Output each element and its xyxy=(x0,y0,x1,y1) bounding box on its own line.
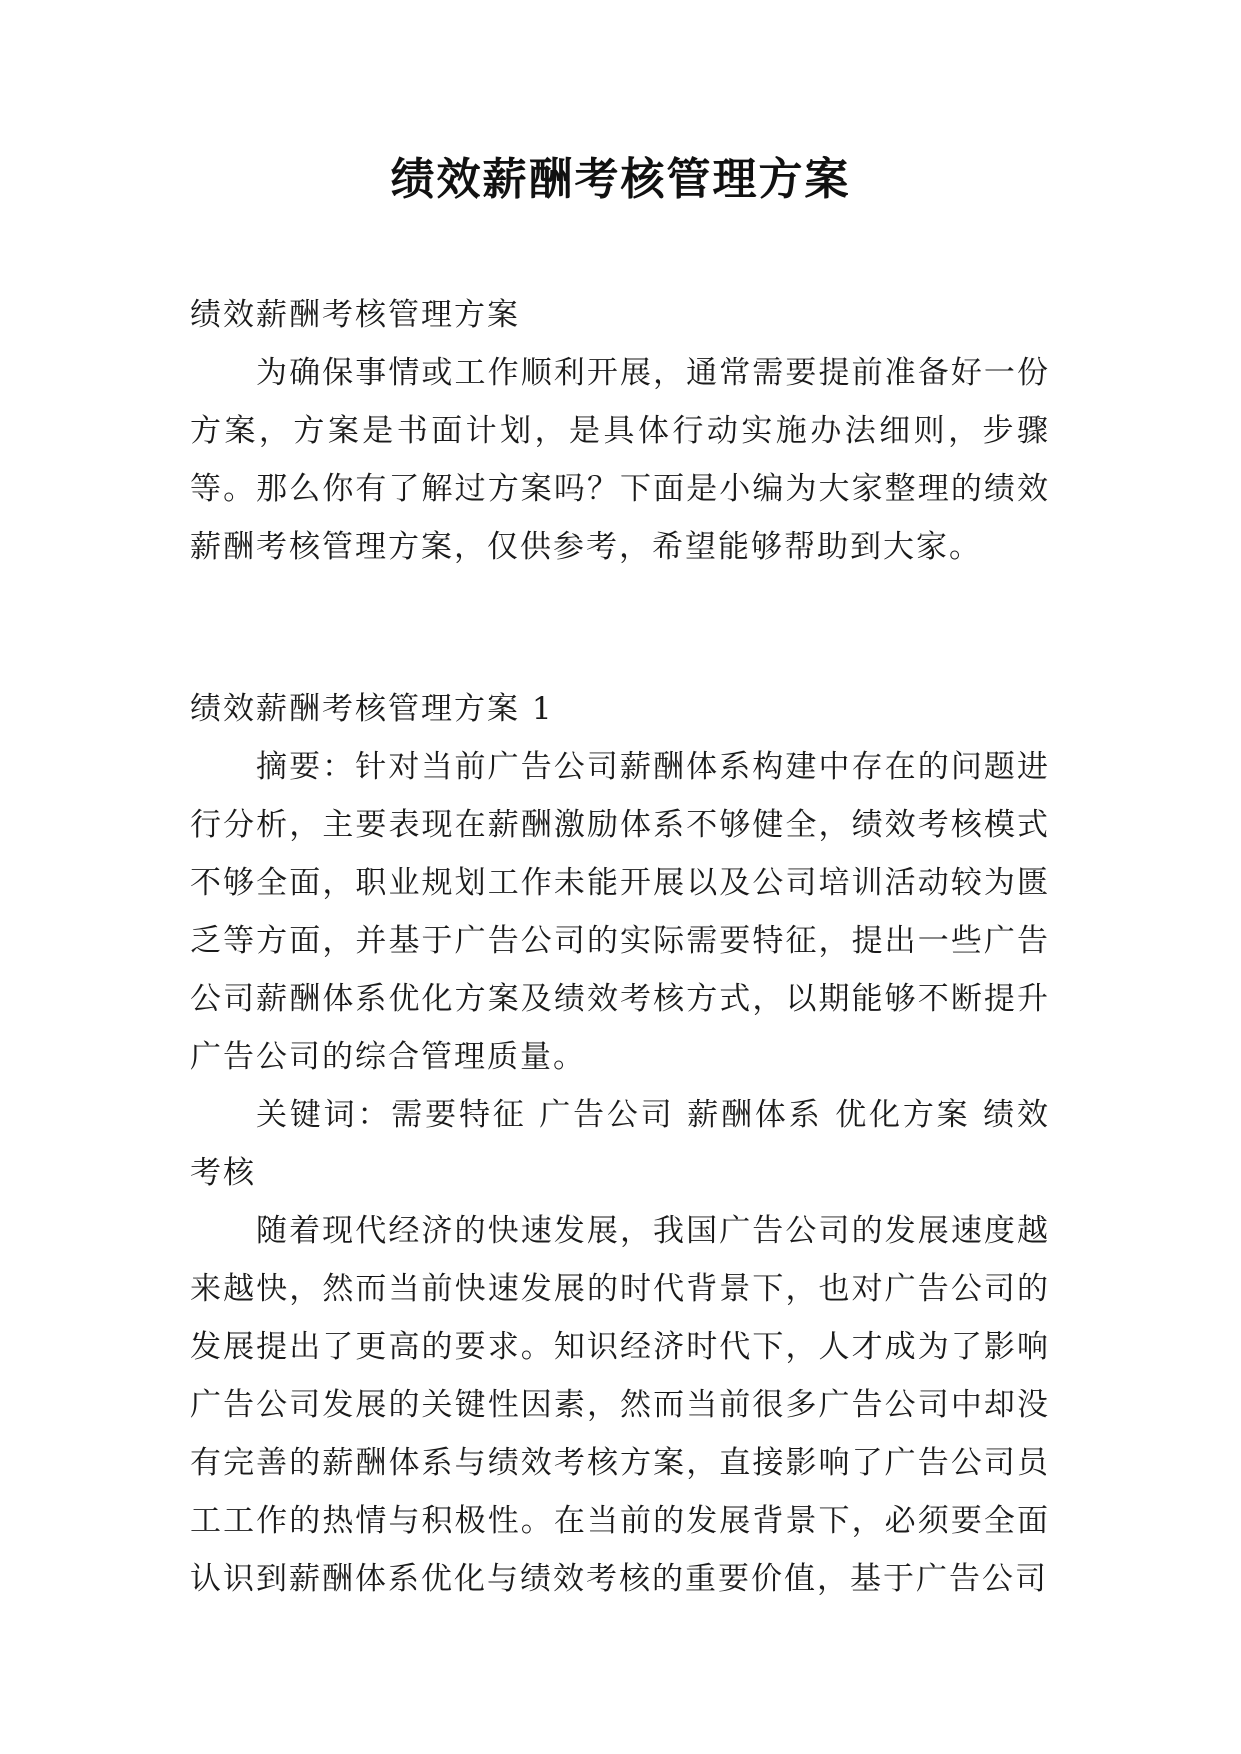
section-spacer xyxy=(190,576,1050,680)
keywords-paragraph: 关键词：需要特征 广告公司 薪酬体系 优化方案 绩效考核 xyxy=(190,1097,1050,1191)
intro-paragraph: 为确保事情或工作顺利开展，通常需要提前准备好一份方案，方案是书面计划，是具体行动实施办法细则，步骤等。那么你有了解过方案吗？下面是小编为大家整理的绩效薪酬考核管理方案，仅供参考，希望能够帮助到大家。 xyxy=(190,355,1050,565)
document-body xyxy=(190,286,1050,1608)
section-heading: 绩效薪酬考核管理方案 1 xyxy=(190,691,554,727)
abstract-paragraph: 摘要：针对当前广告公司薪酬体系构建中存在的问题进行分析，主要表现在薪酬激励体系不够健全，绩效考核模式不够全面，职业规划工作未能开展以及公司培训活动较为匮乏等方面，并基于广告公司的实际需要特征，提出一些广告公司薪酬体系优化方案及绩效考核方式，以期能够不断提升广告公司的综合管理质量。 xyxy=(190,749,1050,1075)
document-title: 绩效薪酬考核管理方案 xyxy=(390,154,851,205)
intro-heading: 绩效薪酬考核管理方案 xyxy=(190,297,520,333)
body-paragraph: 随着现代经济的快速发展，我国广告公司的发展速度越来越快，然而当前快速发展的时代背景下，也对广告公司的发展提出了更高的要求。知识经济时代下，人才成为了影响广告公司发展的关键性因素，然而当前很多广告公司中却没有完善的薪酬体系与绩效考核方案，直接影响了广告公司员工工作的热情与积极性。在当前的发展背景下，必须要全面认识到薪酬体系优化与绩效考核的重要价值，基于广告公司 xyxy=(190,1213,1050,1597)
